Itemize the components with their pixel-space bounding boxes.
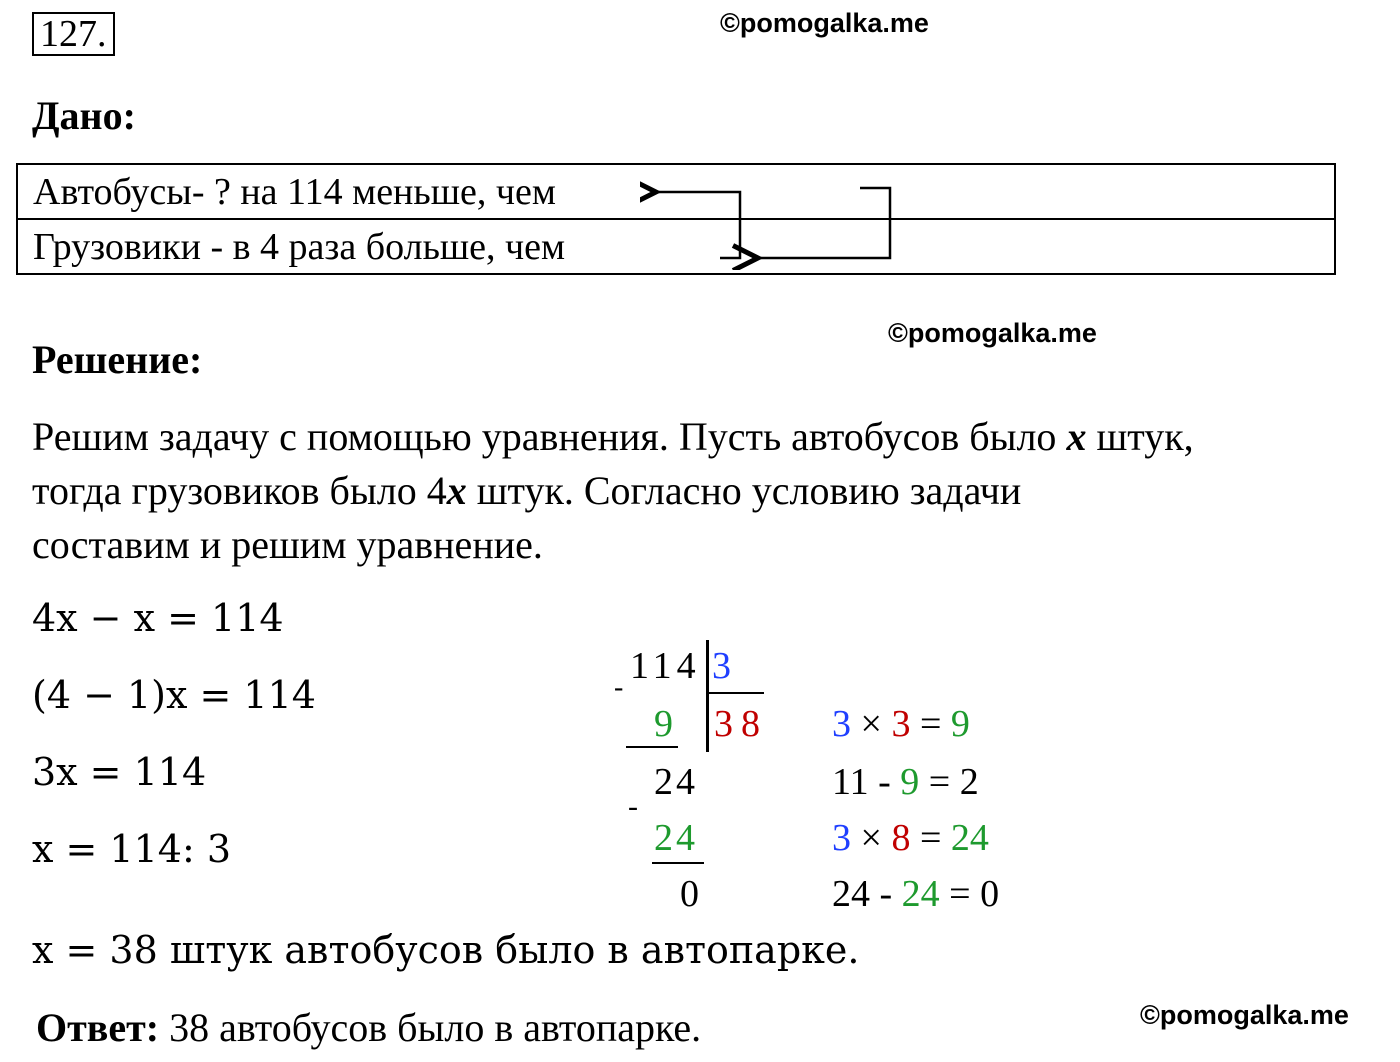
equals: = [910,817,951,859]
factor: 3 [832,703,851,745]
text: штук, [1086,414,1194,459]
operator: × [851,703,892,745]
equals: = [919,761,960,803]
solution-heading: Решение: [32,337,203,382]
text: штук. Согласно условию задачи [466,468,1022,513]
text: Решим задачу с помощью уравнения. Пусть автобусов было [32,414,1067,459]
equals: = [910,703,951,745]
remainder-2: 0 [680,873,699,915]
equation-4: x = 114: 3 [32,827,232,871]
answer-text: 38 автобусов было в автопарке. [159,1005,702,1050]
equation-1: 4x − x = 114 [32,596,284,640]
operator: - [870,873,902,915]
check-line-1 [832,702,970,746]
result: 2 [959,761,979,803]
problem-number: 127. [32,12,115,56]
text: тогда грузовиков было 4 [32,468,447,513]
equals: = [939,873,981,915]
operand: 24 [832,873,870,915]
factor: 3 [832,817,851,859]
arrow-trucks-to-buses [656,192,740,258]
subtrahend-1: 9 [654,703,673,745]
watermark: ©pomogalka.me [888,318,1097,348]
subtraction-line [626,746,678,748]
answer [36,1004,701,1051]
quotient: 38 [714,703,768,745]
watermark: ©pomogalka.me [1140,1000,1349,1030]
subtrahend-2: 24 [654,817,698,859]
given-heading: Дано: [32,93,136,138]
factor: 3 [891,703,911,745]
operator: - [868,761,901,803]
variable-x: x [446,468,467,513]
check-line-3 [832,816,989,860]
given-row-text: Грузовики - в 4 раза больше, чем [17,219,1335,274]
minus-sign: - [628,790,638,823]
given-row-text: Автобусы- ? на 114 меньше, чем [17,164,1335,219]
arrow-trucks-relation [758,188,890,258]
result: 24 [950,817,989,859]
subtraction-line [652,862,704,864]
operand: 24 [901,873,940,915]
paragraph-line: составим и решим уравнение. [32,522,543,567]
answer-label: Ответ: [36,1005,160,1050]
relation-arrows [640,170,900,270]
division-bar-vertical [706,640,709,752]
check-line-2 [832,760,979,804]
remainder-1: 24 [654,761,698,803]
division-bar-horizontal [706,692,764,694]
result-line: x = 38 штук автобусов было в автопарке. [32,928,860,972]
minus-sign: - [614,672,624,703]
paragraph-line [32,464,1194,518]
operator: × [851,817,892,859]
operand: 11 [832,761,869,803]
watermark: ©pomogalka.me [720,8,929,38]
dividend: 114 [630,645,701,687]
divisor: 3 [712,645,731,687]
factor: 8 [891,817,911,859]
equation-2: (4 − 1)x = 114 [32,673,316,717]
equation-3: 3x = 114 [32,750,207,794]
operand: 9 [900,761,920,803]
result: 0 [980,873,1000,915]
solution-paragraph [32,410,1194,572]
paragraph-line [32,410,1194,464]
check-line-4 [832,872,999,916]
variable-x: x [1066,414,1087,459]
result: 9 [950,703,970,745]
